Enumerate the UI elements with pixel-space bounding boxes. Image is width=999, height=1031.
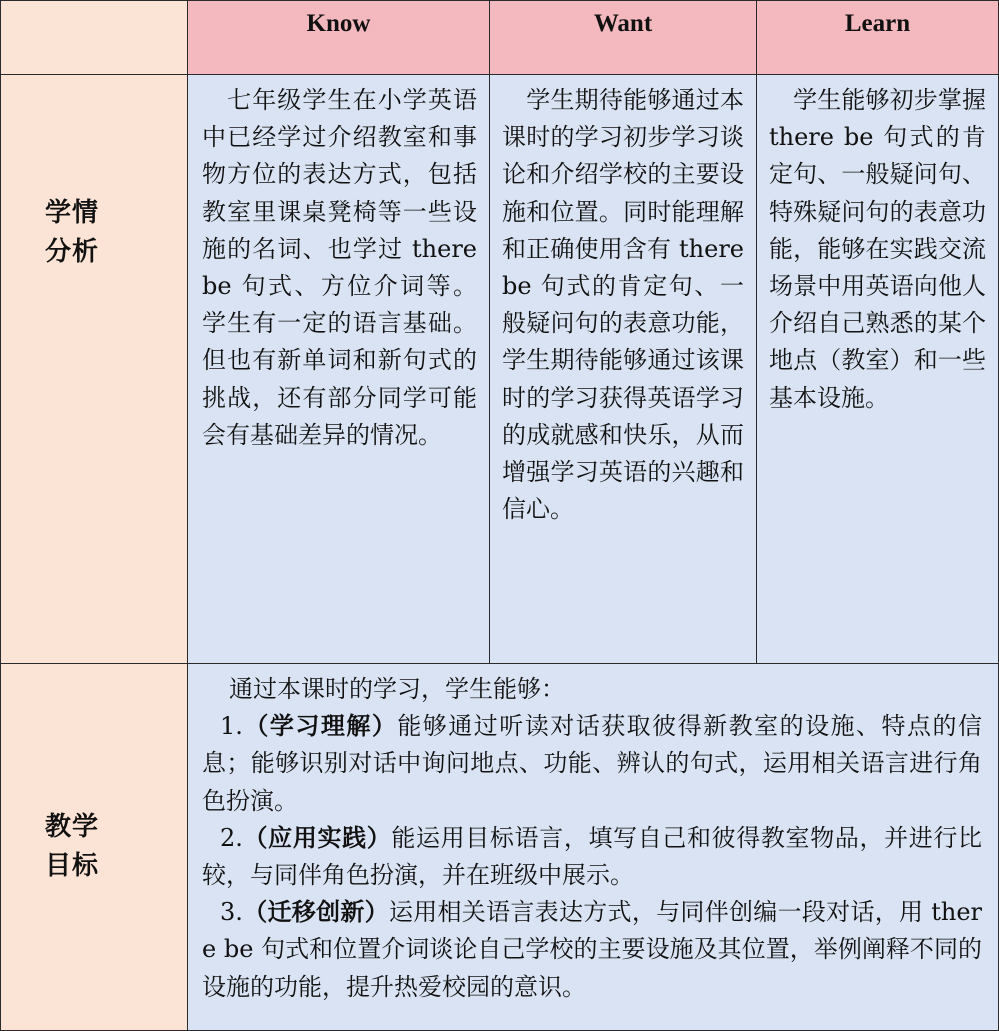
analysis-want-cell bbox=[490, 75, 757, 664]
header-learn-label: Learn bbox=[844, 10, 911, 37]
analysis-learn-cell bbox=[757, 75, 999, 664]
goals-row bbox=[1, 664, 999, 1031]
goals-cell bbox=[188, 664, 999, 1031]
goal-item-3-text: 运用相关语言表达方式，与同伴创编一段对话，用 there be 句式和位置介词谈论自己学校的主要设施及其位置，举例阐释不同的设施的功能，提升热爱校园的意识。 bbox=[202, 898, 983, 1001]
header-want bbox=[490, 1, 757, 75]
analysis-row bbox=[1, 75, 999, 664]
goal-item-2 bbox=[202, 820, 982, 894]
header-learn bbox=[757, 1, 999, 75]
goal-item-2-tag: （应用实践） bbox=[242, 823, 392, 852]
analysis-learn-text: 学生能够初步掌握 there be 句式的肯定句、一般疑问句、特殊疑问句的表意功能，能够在实践交流场景中用英语向他人介绍自己熟悉的某个地点（教室）和一些基本设施。 bbox=[769, 86, 986, 412]
goals-intro: 通过本课时的学习，学生能够： bbox=[229, 675, 565, 703]
analysis-label-line1: 学情 bbox=[45, 198, 100, 228]
analysis-know-cell bbox=[188, 75, 490, 664]
corner-cell bbox=[1, 1, 188, 75]
goal-item-2-text: 能运用目标语言，填写自己和彼得教室物品，并进行比较，与同伴角色扮演，并在班级中展示。 bbox=[202, 823, 983, 890]
header-want-label: Want bbox=[593, 10, 653, 37]
header-know bbox=[188, 1, 490, 75]
goals-label bbox=[1, 808, 187, 886]
header-know-label: Know bbox=[306, 10, 371, 37]
analysis-label bbox=[1, 194, 187, 272]
goal-item-1-tag: （学习理解） bbox=[242, 712, 398, 741]
goal-item-3 bbox=[202, 894, 982, 1006]
analysis-know-text: 七年级学生在小学英语中已经学过介绍教室和事物方位的表达方式，包括教室里课桌凳椅等一些设施的名词、也学过 there be 句式、方位介词等。学生有一定的语言基础。但也有新单词和新句式的挑战，还有部分同学可能会有基础差异的情况。 bbox=[202, 86, 477, 449]
analysis-want-text: 学生期待能够通过本课时的学习初步学习谈论和介绍学校的主要设施和位置。同时能理解和正确使用含有 there be 句式的肯定句、一般疑问句的表意功能，学生期待能够通过该课时的学习获得英语学习的成就感和快乐，从而增强学习英语的兴趣和信心。 bbox=[502, 86, 744, 524]
goals-label-cell bbox=[1, 664, 188, 1031]
goals-text bbox=[188, 664, 998, 1006]
analysis-label-cell bbox=[1, 75, 188, 664]
goal-item-1 bbox=[202, 708, 982, 820]
goal-item-2-num: 2. bbox=[220, 823, 243, 852]
goal-item-1-num: 1. bbox=[220, 712, 243, 741]
goal-item-3-num: 3. bbox=[220, 898, 243, 927]
goal-item-1-text: 能够通过听读对话获取彼得新教室的设施、特点的信息；能够识别对话中询问地点、功能、辨认的句式，运用相关语言进行角色扮演。 bbox=[202, 712, 983, 815]
goals-label-line2: 目标 bbox=[45, 851, 100, 881]
goals-label-line1: 教学 bbox=[45, 812, 100, 842]
analysis-label-line2: 分析 bbox=[45, 237, 100, 267]
goal-item-3-tag: （迁移创新） bbox=[242, 898, 389, 927]
header-row bbox=[1, 1, 999, 75]
